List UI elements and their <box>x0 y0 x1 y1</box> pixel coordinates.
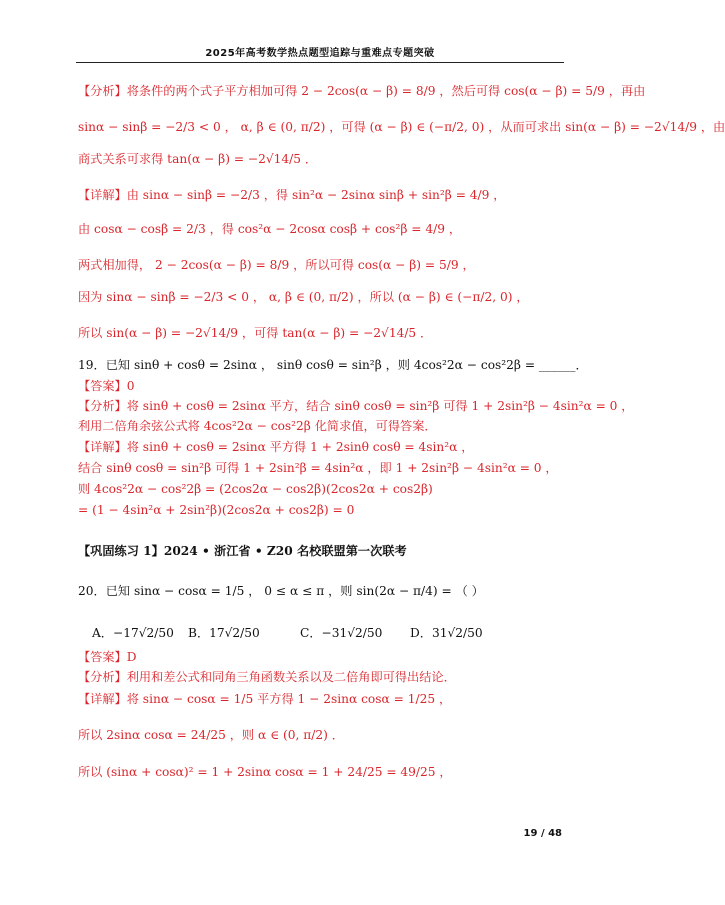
option-value: 31√2/50 <box>431 626 483 640</box>
text-line: = (1 − 4sin²α + 2sin²β)(2cos2α + cos2β) = 0 <box>78 503 355 517</box>
text-line: 【详解】由 sinα − sinβ = −2/3 ，得 sin²α − 2sinα sinβ + sin²β = 4/9 ， <box>78 188 506 202</box>
text-line: 结合 sinθ cosθ = sin²β 可得 1 + 2sin²β = 4sin²α ，即 1 + 2sin²β − 4sin²α = 0 ， <box>78 461 558 475</box>
page-number: 19 / 48 <box>523 828 562 839</box>
text-line: 因为 sinα − sinβ = −2/3 < 0 ， α, β ∈ (0, π/2) ，所以 (α − β) ∈ (−π/2, 0) ， <box>78 290 529 304</box>
text-line: 【分析】将条件的两个式子平方相加可得 2 − 2cos(α − β) = 8/9 ，然后可得 cos(α − β) = 5/9 ，再由 <box>78 84 646 98</box>
option-value: −17√2/50 <box>113 626 174 640</box>
section-heading: 【巩固练习 1】2024 • 浙江省 • Z20 名校联盟第一次联考 <box>78 544 407 558</box>
option-value: −31√2/50 <box>321 626 383 640</box>
text-line: 【详解】将 sinα − cosα = 1/5 平方得 1 − 2sinα cosα = 1/25 ， <box>78 692 452 706</box>
text-line: 【分析】利用和差公式和同角三角函数关系以及二倍角即可得出结论． <box>78 670 456 684</box>
text-line: sinα − sinβ = −2/3 < 0 ， α, β ∈ (0, π/2) ，可得 (α − β) ∈ (−π/2, 0) ，从而可求出 sin(α − β) = −2√14/9 ，由 <box>78 120 725 134</box>
option-b <box>188 624 260 642</box>
text-line: 商式关系可求得 tan(α − β) = −2√14/5 ． <box>78 152 318 166</box>
text-line: 则 4cos²2α − cos²2β = (2cos2α − cos2β)(2cos2α + cos2β) <box>78 482 433 496</box>
question-20: 20．已知 sinα − cosα = 1/5 ， 0 ≤ α ≤ π ，则 sin(2α − π/4) = （ ） <box>78 584 484 598</box>
text-line: 利用二倍角余弦公式将 4cos²2α − cos²2β 化简求值，可得答案． <box>78 419 437 433</box>
text-line: 由 cosα − cosβ = 2/3 ，得 cos²α − 2cosα cosβ + cos²β = 4/9 ， <box>78 222 462 236</box>
header-rule <box>76 62 564 63</box>
option-value: 17√2/50 <box>209 626 260 640</box>
option-a <box>92 624 174 642</box>
option-label: B． <box>188 626 210 640</box>
option-label: C． <box>300 626 322 640</box>
answer-20: 【答案】D <box>78 650 137 664</box>
text-line: 【分析】将 sinθ + cosθ = 2sinα 平方，结合 sinθ cosθ = sin²β 可得 1 + 2sin²β − 4sin²α = 0 ， <box>78 399 634 413</box>
text-line: 两式相加得， 2 − 2cos(α − β) = 8/9 ，所以可得 cos(α − β) = 5/9 ， <box>78 258 475 272</box>
text-line: 所以 sin(α − β) = −2√14/9 ，可得 tan(α − β) = −2√14/5 ． <box>78 326 433 340</box>
page-header: 2025年高考数学热点题型追踪与重难点专题突破 <box>205 48 435 59</box>
text-line: 【详解】将 sinθ + cosθ = 2sinα 平方得 1 + 2sinθ cosθ = 4sin²α ， <box>78 440 474 454</box>
option-d <box>410 624 483 642</box>
text-line: 所以 2sinα cosα = 24/25 ，则 α ∈ (0, π/2) ． <box>78 728 344 742</box>
option-label: A． <box>92 626 113 640</box>
answer-19: 【答案】0 <box>78 379 135 393</box>
question-19: 19．已知 sinθ + cosθ = 2sinα ， sinθ cosθ = sin²β ，则 4cos²2α − cos²2β = ______． <box>78 358 588 372</box>
option-label: D． <box>410 626 432 640</box>
text-line: 所以 (sinα + cosα)² = 1 + 2sinα cosα = 1 + 24/25 = 49/25 ， <box>78 765 452 779</box>
option-c <box>300 624 382 642</box>
